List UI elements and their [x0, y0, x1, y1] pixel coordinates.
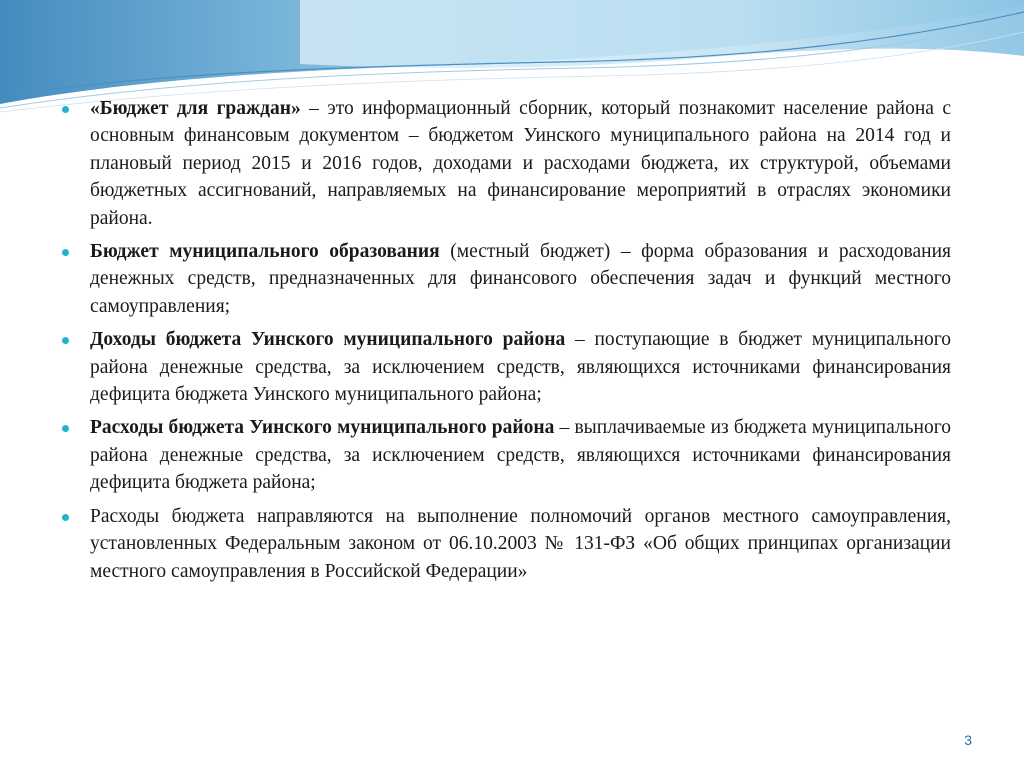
definition-text: – это информационный сборник, который познакомит население района с основным финансовым документом – бюджетом Уинского муниципального района на 2014 год и плановый период 2015 и 2016 годов, доходами и расходами бюджета, их структурой, объемами бюджетных ассигнований, направляемых на финансирование мероприятий в отраслях экономики района. — [90, 98, 951, 229]
bullet-icon — [62, 337, 69, 344]
list-item — [62, 414, 951, 496]
list-item — [62, 238, 951, 320]
bullet-icon — [62, 514, 69, 521]
bullet-icon — [62, 425, 69, 432]
term: «Бюджет для граждан» — [90, 98, 301, 119]
term: Расходы бюджета Уинского муниципального района — [90, 417, 555, 439]
list-item — [62, 326, 951, 408]
bullet-icon — [62, 249, 69, 256]
definition-text: (местный бюджет) – форма образования и расходования денежных средств, предназначенных для финансового обеспечения задач и функций местного самоуправления; — [90, 241, 952, 317]
content-area — [62, 95, 951, 591]
bullet-icon — [62, 106, 69, 113]
definition-text: – выплачиваемые из бюджета муниципального района денежные средства, за исключением средств, являющихся источниками финансирования дефицита бюджета района; — [90, 417, 951, 494]
list-item — [62, 95, 951, 232]
list-item — [62, 503, 951, 585]
definitions-list — [62, 95, 951, 585]
term: Доходы бюджета Уинского муниципального района — [90, 329, 566, 351]
definition-text: Расходы бюджета направляются на выполнение полномочий органов местного самоуправления, установленных Федеральным законом от 06.10.2003 № 131-ФЗ «Об общих принципах организации местного самоуправления в Российской Федерации» — [90, 505, 951, 582]
term: Бюджет муниципального образования — [90, 241, 440, 263]
definition-text: – поступающие в бюджет муниципального района денежные средства, за исключением средств, являющихся источниками финансирования дефицита бюджета Уинского муниципального района; — [90, 329, 951, 406]
page-number: 3 — [964, 732, 972, 748]
